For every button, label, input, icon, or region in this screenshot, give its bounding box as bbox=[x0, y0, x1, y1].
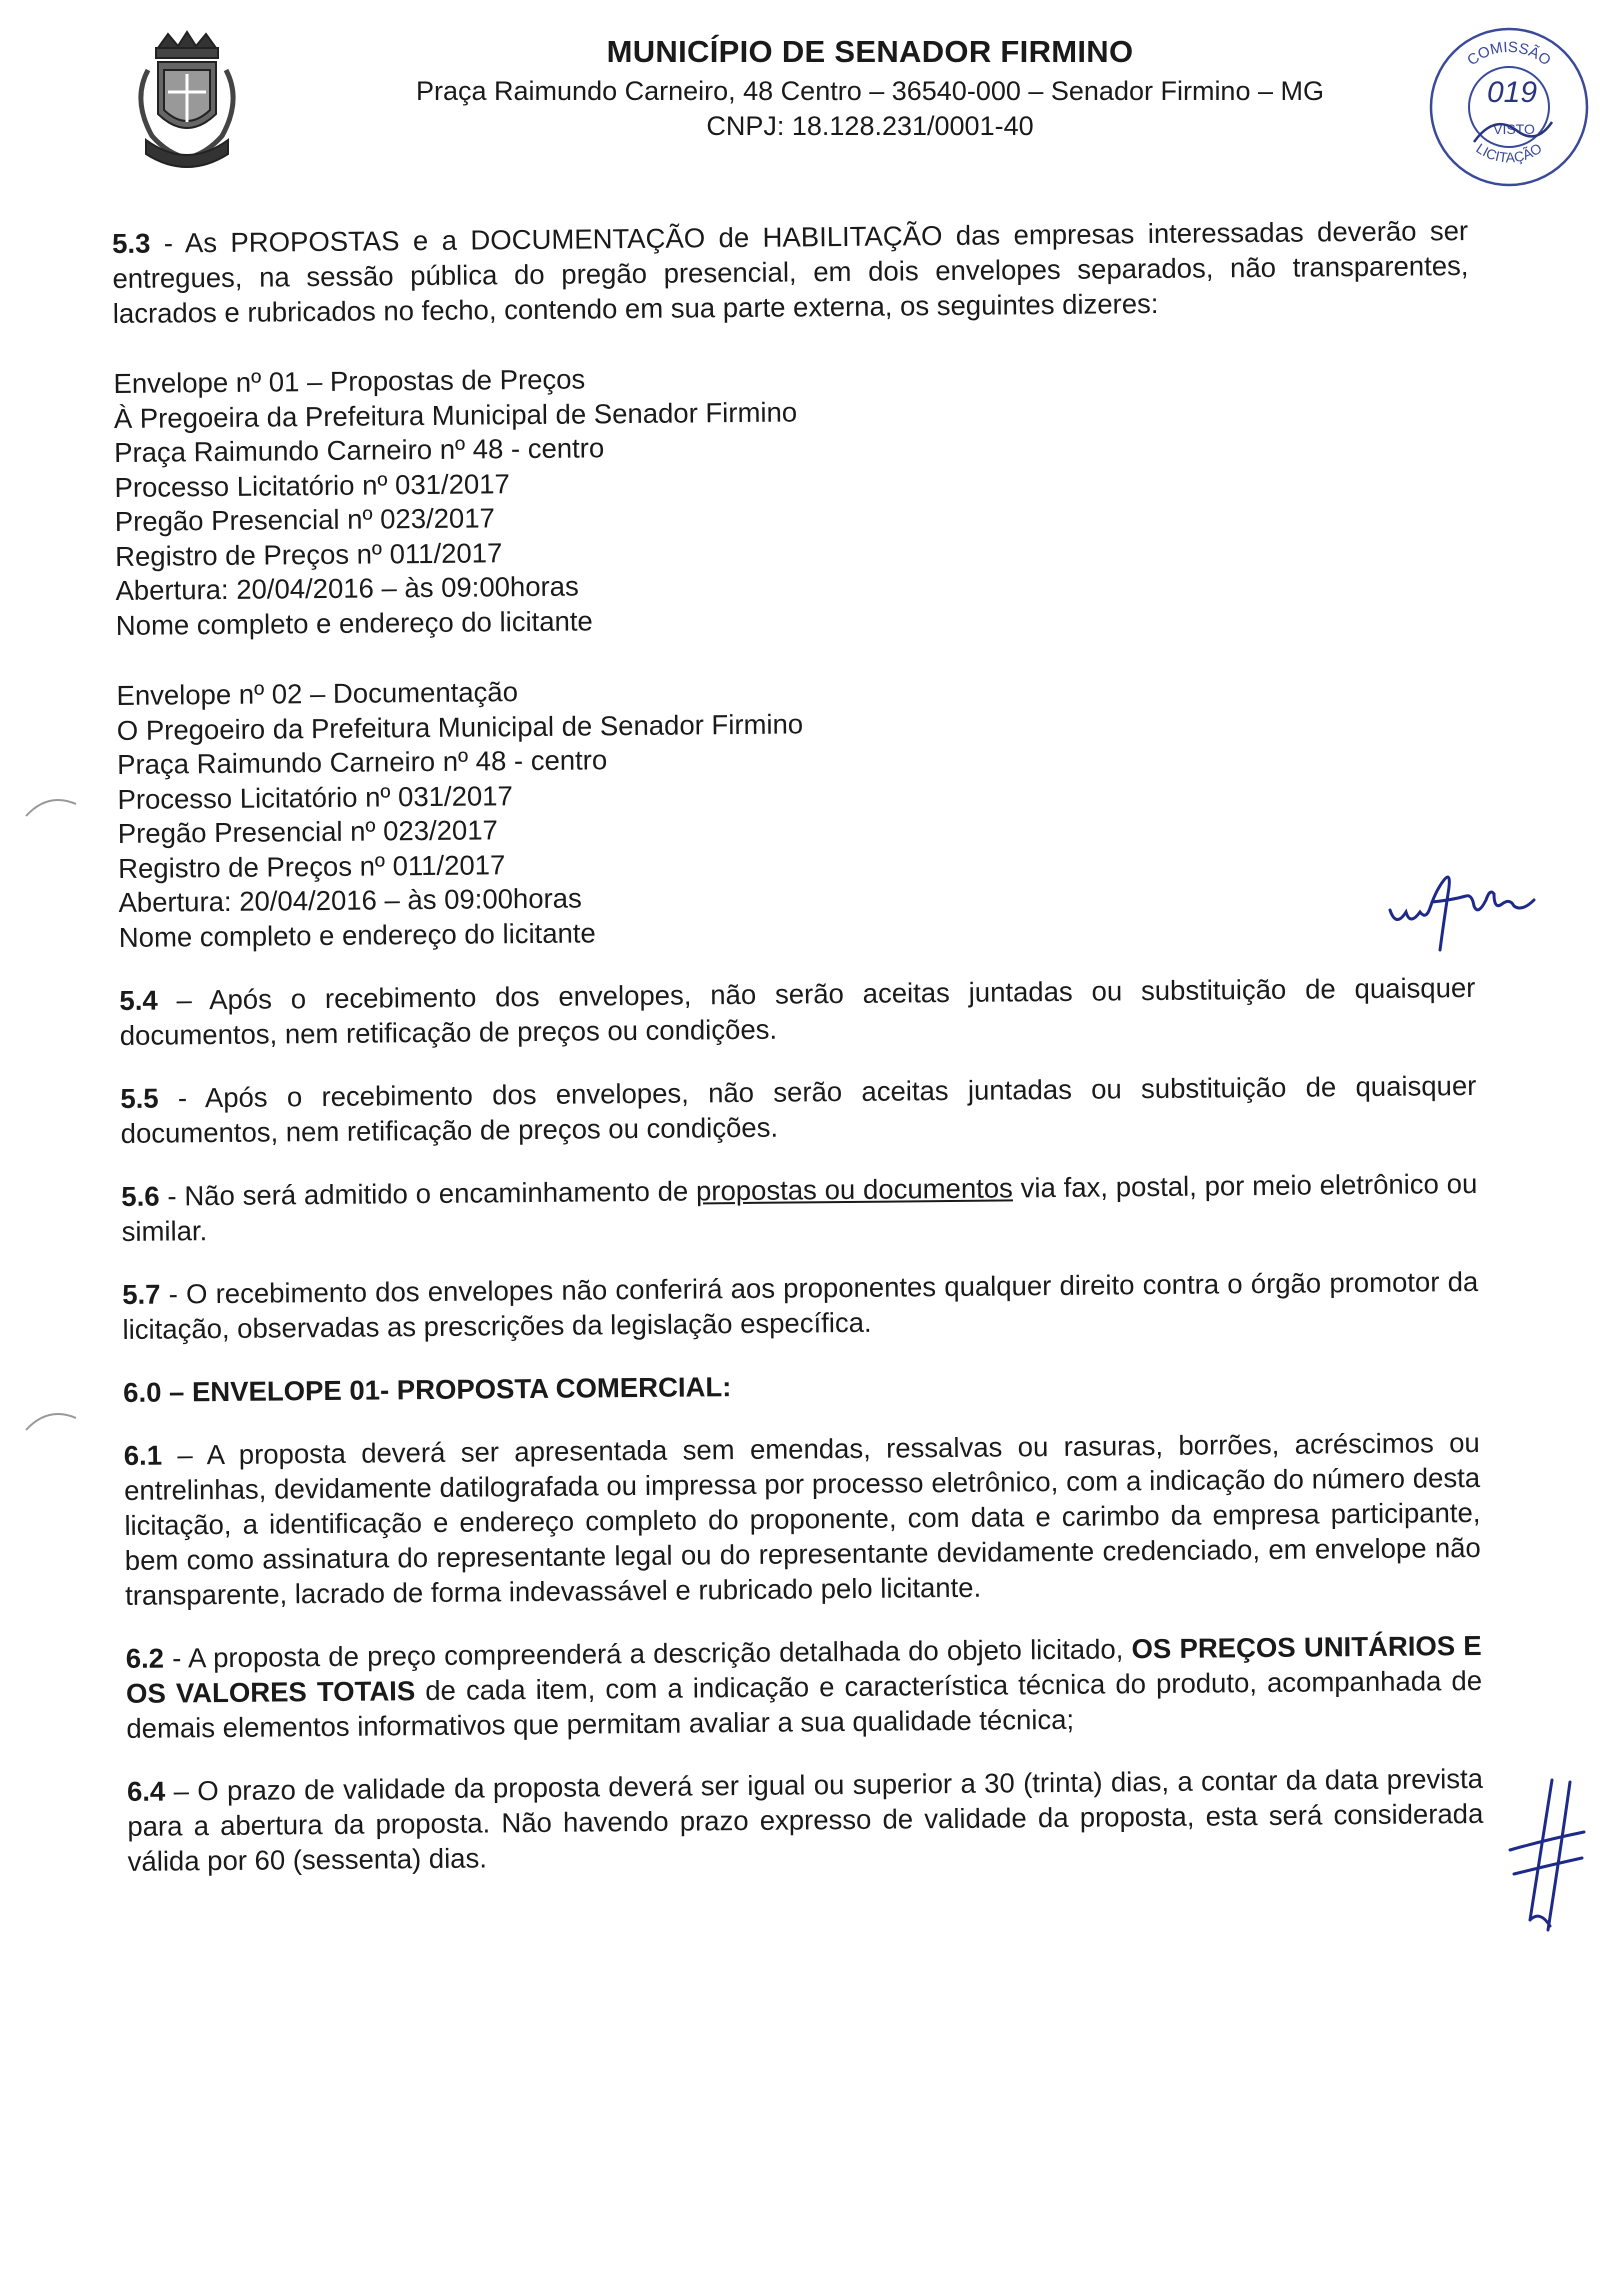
envelope-2-line: Envelope nº 02 – Documentação bbox=[116, 676, 519, 711]
stamp-top-text: COMISSÃO bbox=[1464, 38, 1554, 70]
envelope-2-line: Processo Licitatório nº 031/2017 bbox=[117, 779, 513, 815]
clause-5-5 bbox=[120, 1068, 1477, 1151]
clause-number: 5.5 bbox=[120, 1082, 159, 1114]
svg-text:COMISSÃO bbox=[1464, 39, 1554, 69]
stamp-bottom-text: LICITAÇÃO bbox=[1473, 139, 1545, 166]
envelope-1-line: Registro de Preços nº 011/2017 bbox=[115, 536, 503, 572]
handwritten-signature-icon bbox=[1382, 850, 1552, 960]
document-body bbox=[112, 213, 1484, 1879]
municipal-coat-of-arms-icon bbox=[128, 30, 246, 172]
clause-5-6 bbox=[121, 1166, 1478, 1249]
svg-text:LICITAÇÃO bbox=[1473, 140, 1544, 166]
envelope-2-line: Nome completo e endereço do licitante bbox=[118, 916, 596, 953]
clause-text: - Não será admitido o encaminhamento de bbox=[159, 1175, 697, 1212]
envelope-1-line: Processo Licitatório nº 031/2017 bbox=[114, 467, 510, 503]
punch-hole-mark bbox=[20, 1404, 80, 1434]
clause-text: de cada item, com a indicação e característica técnica do produto, acompanhada de demais elementos informativos que permitam avaliar a sua qualidade técnica; bbox=[126, 1664, 1483, 1744]
stamp-number: 019 bbox=[1486, 76, 1538, 109]
clause-text: – O prazo de validade da proposta deverá ser igual ou superior a 30 (trinta) dias, a contar da data prevista para a abertura da proposta. Não havendo prazo expresso de validade da proposta, esta será considerada válida por 60 (sessenta) dias. bbox=[127, 1762, 1484, 1877]
clause-number: 5.3 bbox=[112, 227, 151, 259]
clause-6-2 bbox=[126, 1628, 1483, 1746]
clause-text: via fax, postal, por meio eletrônico ou similar. bbox=[121, 1167, 1478, 1247]
municipality-name: MUNICÍPIO DE SENADOR FIRMINO bbox=[606, 34, 1134, 69]
envelope-1-block bbox=[113, 354, 1472, 643]
clause-text: - As PROPOSTAS e a DOCUMENTAÇÃO de HABILITAÇÃO das empresas interessadas deverão ser entregues, na sessão pública do pregão presencial, em dois envelopes separados, não transparentes, lacrados e rubricados no fecho, contendo em sua parte externa, os seguintes dizeres: bbox=[112, 214, 1469, 329]
envelope-2-block bbox=[116, 666, 1475, 955]
bold-text: OS PREÇOS UNITÁRIOS E OS VALORES TOTAIS bbox=[125, 1629, 1482, 1709]
clause-number: 6.1 bbox=[123, 1439, 163, 1471]
municipality-address: Praça Raimundo Carneiro, 48 Centro – 36540-000 – Senador Firmino – MG bbox=[416, 76, 1324, 106]
stamp-middle-text: VISTO bbox=[1493, 121, 1535, 137]
envelope-1-line: Abertura: 20/04/2016 – às 09:00horas bbox=[115, 570, 579, 606]
envelope-2-line: Praça Raimundo Carneiro nº 48 - centro bbox=[117, 744, 608, 780]
clause-text: - O recebimento dos envelopes não conferirá aos proponentes qualquer direito contra o órgão promotor da licitação, observadas as prescrições da legislação específica. bbox=[122, 1265, 1479, 1345]
section-heading-6-0: 6.0 – ENVELOPE 01- PROPOSTA COMERCIAL: bbox=[123, 1371, 732, 1408]
letterhead bbox=[340, 34, 1400, 142]
clause-number: 5.4 bbox=[119, 984, 158, 1016]
punch-hole-mark bbox=[20, 790, 80, 820]
underlined-text: propostas ou documentos bbox=[695, 1172, 1013, 1207]
envelope-2-line: Pregão Presencial nº 023/2017 bbox=[117, 814, 499, 849]
envelope-1-line: Praça Raimundo Carneiro nº 48 - centro bbox=[114, 432, 605, 468]
envelope-1-line: Pregão Presencial nº 023/2017 bbox=[114, 502, 496, 537]
envelope-2-line: O Pregoeiro da Prefeitura Municipal de Senador Firmino bbox=[116, 707, 804, 746]
clause-5-4 bbox=[119, 970, 1476, 1053]
clause-number: 6.4 bbox=[126, 1775, 166, 1807]
handwritten-initials-icon bbox=[1500, 1770, 1590, 1940]
commission-stamp-icon bbox=[1424, 22, 1594, 192]
municipality-cnpj: CNPJ: 18.128.231/0001-40 bbox=[706, 111, 1034, 141]
clause-text: - Após o recebimento dos envelopes, não serão aceitas juntadas ou substituição de quaisquer documentos, nem retificação de preços ou condições. bbox=[120, 1069, 1477, 1149]
clause-text: – A proposta deverá ser apresentada sem emendas, ressalvas ou rasuras, borrões, acréscimos ou entrelinhas, devidamente datilografada ou impressa por processo eletrônico, com a indicação do número desta licitação, a identificação e endereço completo do proponente, com data e carimbo da empresa participante, bem como assinatura do representante legal ou do representante devidamente credenciado, em envelope não transparente, lacrado de forma indevassável e rubricado pelo licitante. bbox=[123, 1426, 1481, 1611]
clause-6-1 bbox=[124, 1425, 1482, 1613]
envelope-2-line: Registro de Preços nº 011/2017 bbox=[118, 848, 506, 884]
envelope-1-line: Envelope nº 01 – Propostas de Preços bbox=[113, 363, 586, 399]
clause-6-4 bbox=[127, 1761, 1484, 1879]
clause-text: – Após o recebimento dos envelopes, não serão aceitas juntadas ou substituição de quaisquer documentos, nem retificação de preços ou condições. bbox=[119, 971, 1476, 1051]
envelope-2-line: Abertura: 20/04/2016 – às 09:00horas bbox=[118, 882, 582, 918]
clause-5-7 bbox=[122, 1264, 1479, 1347]
clause-number: 5.7 bbox=[122, 1278, 161, 1310]
clause-number: 5.6 bbox=[121, 1180, 160, 1212]
clause-5-3 bbox=[112, 213, 1469, 331]
envelope-1-line: Nome completo e endereço do licitante bbox=[115, 604, 593, 641]
clause-text: - A proposta de preço compreenderá a descrição detalhada do objeto licitado, bbox=[163, 1633, 1132, 1674]
envelope-1-line: À Pregoeira da Prefeitura Municipal de Senador Firmino bbox=[113, 395, 798, 434]
clause-number: 6.2 bbox=[125, 1642, 165, 1674]
